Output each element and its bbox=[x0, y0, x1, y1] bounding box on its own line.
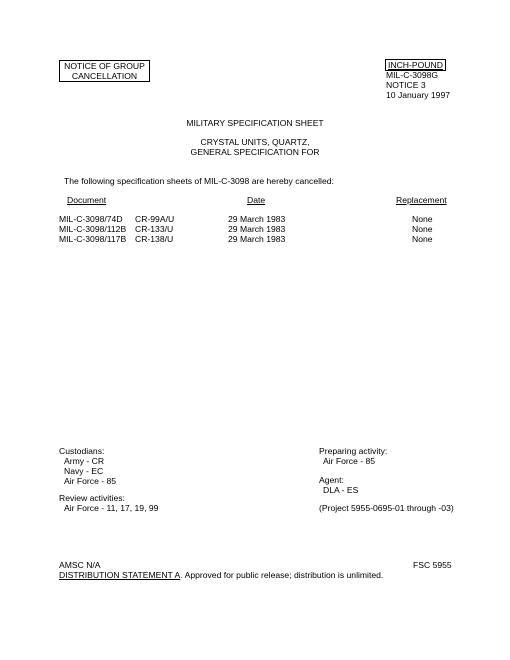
title-line2: CRYSTAL UNITS, QUARTZ, bbox=[200, 137, 310, 147]
intro-text: The following specification sheets of MIL-C-3098 are hereby cancelled: bbox=[64, 176, 334, 186]
title-line1: MILITARY SPECIFICATION SHEET bbox=[186, 118, 324, 128]
amsc: AMSC N/A bbox=[59, 560, 101, 570]
custodian-air-force: Air Force - 85 bbox=[64, 476, 117, 486]
notice-box bbox=[59, 60, 150, 82]
project-number: (Project 5955-0695-01 through -03) bbox=[319, 503, 454, 513]
doc-id: MIL-C-3098G bbox=[386, 70, 439, 80]
header-document: Document bbox=[67, 195, 107, 205]
row-date: 29 March 1983 bbox=[228, 214, 286, 224]
review-air-force: Air Force - 11, 17, 19, 99 bbox=[64, 503, 159, 513]
table-row bbox=[0, 224, 510, 234]
row-replacement: None bbox=[412, 214, 433, 224]
notice-box-line1: NOTICE OF GROUP bbox=[64, 61, 145, 71]
header-date: Date bbox=[247, 195, 266, 205]
table-row bbox=[0, 214, 510, 224]
distribution-text: . Approved for public release; distribution is unlimited. bbox=[180, 570, 384, 580]
table-header bbox=[0, 195, 510, 205]
agent-value: DLA - ES bbox=[323, 485, 359, 495]
header-replacement: Replacement bbox=[396, 195, 447, 205]
title-line3: GENERAL SPECIFICATION FOR bbox=[190, 147, 320, 157]
row-type: CR-99A/U bbox=[135, 214, 175, 224]
notice-number: NOTICE 3 bbox=[386, 80, 426, 90]
row-replacement: None bbox=[412, 234, 433, 244]
custodians-label: Custodians: bbox=[59, 446, 105, 456]
row-date: 29 March 1983 bbox=[228, 234, 286, 244]
review-label: Review activities: bbox=[59, 493, 125, 503]
agent-label: Agent: bbox=[319, 475, 344, 485]
fsc: FSC 5955 bbox=[413, 560, 452, 570]
custodian-army: Army - CR bbox=[64, 456, 105, 466]
preparing-label: Preparing activity: bbox=[319, 446, 388, 456]
table-row bbox=[0, 234, 510, 244]
distribution-statement bbox=[59, 570, 383, 580]
row-type: CR-133/U bbox=[135, 224, 174, 234]
row-doc: MIL-C-3098/112B bbox=[59, 224, 127, 234]
distribution-label: DISTRIBUTION STATEMENT A bbox=[59, 570, 181, 580]
notice-date: 10 January 1997 bbox=[386, 90, 451, 100]
row-date: 29 March 1983 bbox=[228, 224, 286, 234]
notice-box-line2: CANCELLATION bbox=[71, 71, 138, 81]
row-replacement: None bbox=[412, 224, 433, 234]
inch-pound-box: INCH-POUND bbox=[385, 59, 446, 71]
row-type: CR-138/U bbox=[135, 234, 174, 244]
row-doc: MIL-C-3098/117B bbox=[59, 234, 127, 244]
custodian-navy: Navy - EC bbox=[64, 466, 104, 476]
row-doc: MIL-C-3098/74D bbox=[59, 214, 123, 224]
preparing-value: Air Force - 85 bbox=[323, 456, 376, 466]
